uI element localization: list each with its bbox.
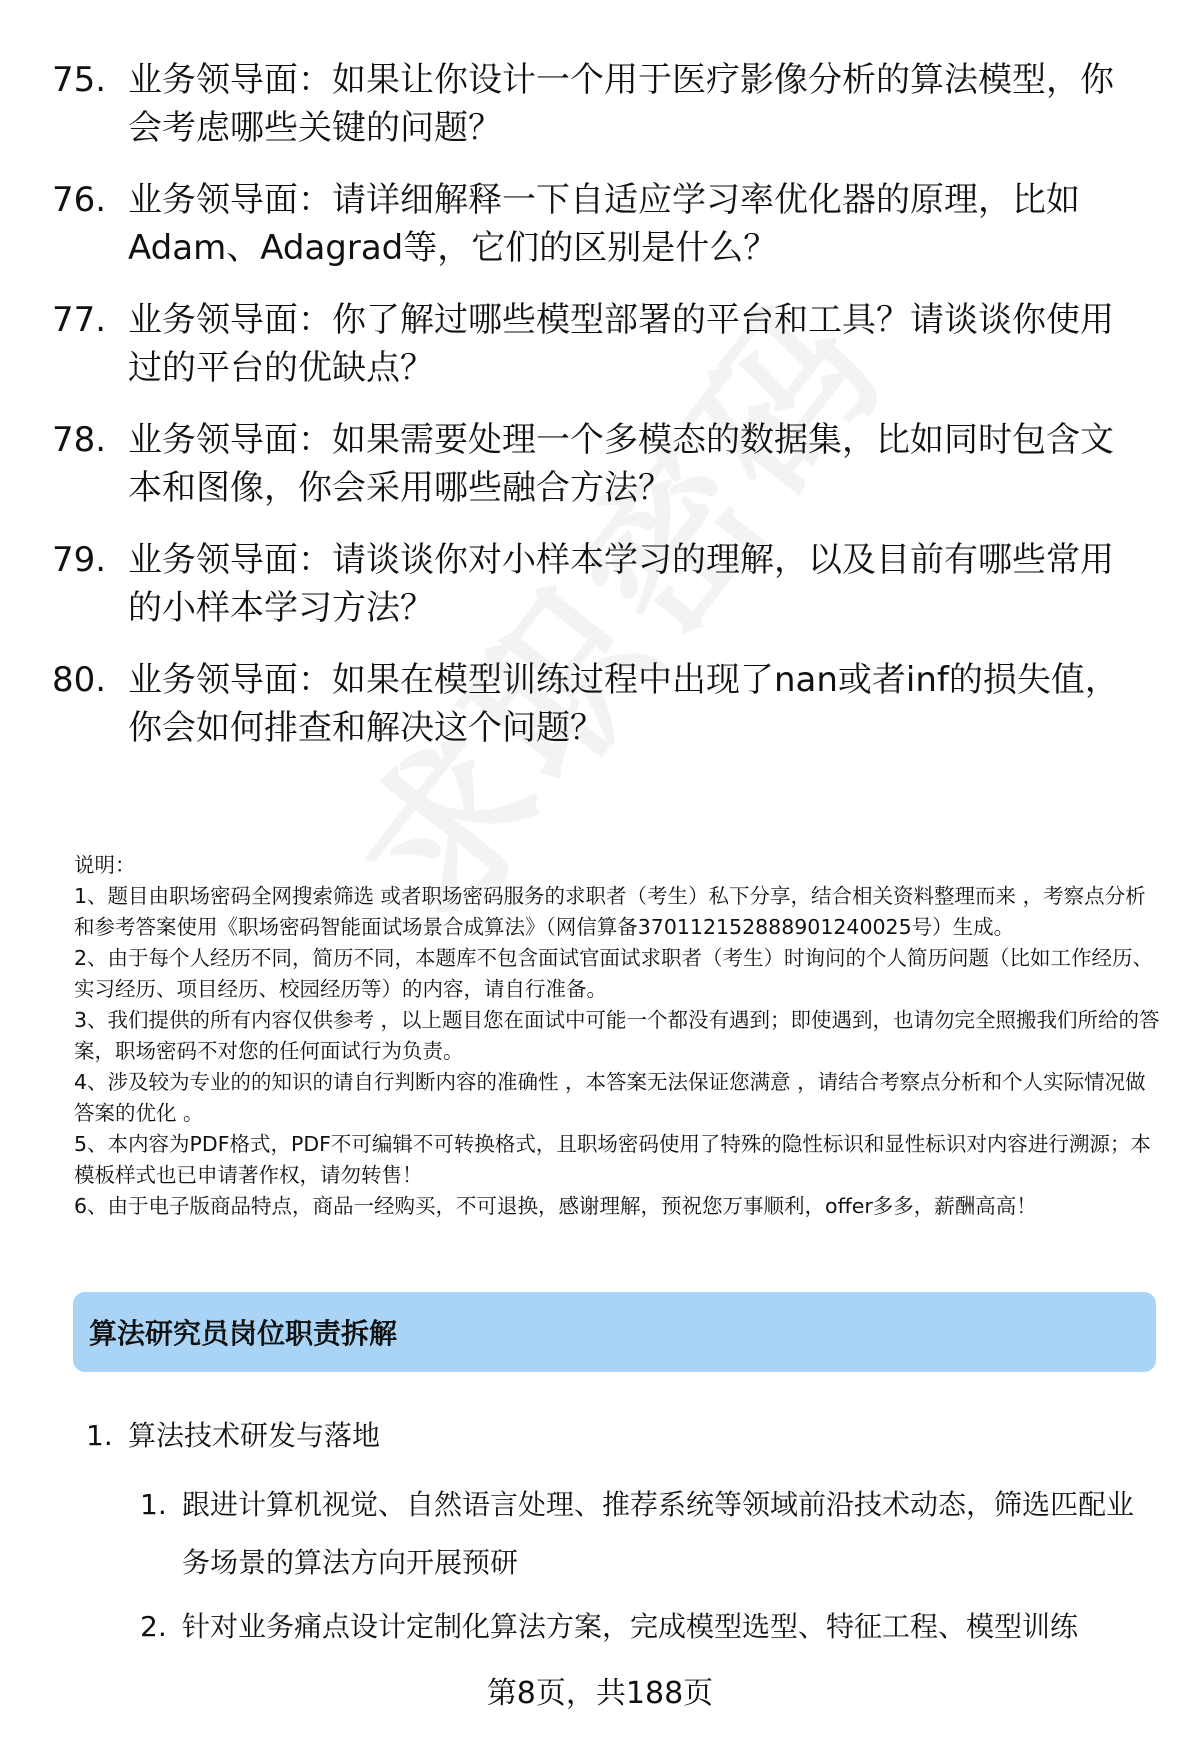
duty-number: 1. (86, 1419, 113, 1452)
duty-item (0, 1412, 1200, 1460)
duty-subitem-text: 针对业务痛点设计定制化算法方案，完成模型选型、特征工程、模型训练 (182, 1610, 1079, 1643)
question-text: 业务领导面：你了解过哪些模型部署的平台和工具？请谈谈你使用过的平台的优缺点？ (128, 300, 1114, 388)
duty-subitem (0, 1476, 1200, 1592)
question-number: 79. (52, 540, 107, 580)
duty-subitem-number: 2. (140, 1610, 167, 1643)
question-item (0, 176, 1200, 272)
section-title: 算法研究员岗位职责拆解 (89, 1317, 398, 1350)
question-text: 业务领导面：如果在模型训练过程中出现了nan或者inf的损失值，你会如何排查和解决这个问题？ (128, 660, 1119, 748)
section-banner (73, 1292, 1156, 1372)
duty-text: 算法技术研发与落地 (128, 1419, 381, 1452)
page-footer: 第8页，共188页 (486, 1676, 714, 1711)
question-number: 78. (52, 420, 107, 460)
question-number: 75. (52, 60, 107, 100)
note-item: 6、由于电子版商品特点，商品一经购买，不可退换，感谢理解，预祝您万事顺利，offer多多，薪酬高高！ (74, 1194, 1037, 1218)
note-item: 1、题目由职场密码全网搜索筛选 或者职场密码服务的求职者（考生）私下分享，结合相关资料整理而来 ，考察点分析和参考答案使用《职场密码智能面试场景合成算法》（网信算备370112152888901240025号）生成。 (74, 884, 1146, 939)
duties-list (0, 1412, 1200, 1656)
duty-subitem-text: 跟进计算机视觉、自然语言处理、推荐系统等领域前沿技术动态，筛选匹配业务场景的算法方向开展预研 (182, 1488, 1135, 1579)
notes-section (74, 850, 1160, 1222)
question-item (0, 416, 1200, 512)
note-item: 3、我们提供的所有内容仅供参考 ，以上题目您在面试中可能一个都没有遇到；即使遇到，也请勿完全照搬我们所给的答案，职场密码不对您的任何面试行为负责。 (74, 1008, 1160, 1063)
duty-subitem (0, 1598, 1200, 1656)
question-number: 80. (52, 660, 107, 700)
notes-title: 说明： (74, 853, 136, 877)
question-text: 业务领导面：如果让你设计一个用于医疗影像分析的算法模型，你会考虑哪些关键的问题？ (128, 60, 1114, 148)
question-item (0, 656, 1200, 752)
question-list (0, 56, 1200, 776)
question-text: 业务领导面：如果需要处理一个多模态的数据集，比如同时包含文本和图像，你会采用哪些融合方法？ (128, 420, 1114, 508)
question-text: 业务领导面：请详细解释一下自适应学习率优化器的原理，比如Adam、Adagrad等，它们的区别是什么？ (128, 180, 1080, 268)
duty-subitem-number: 1. (140, 1488, 167, 1521)
question-item (0, 56, 1200, 152)
note-item: 2、由于每个人经历不同，简历不同，本题库不包含面试官面试求职者（考生）时询问的个人简历问题（比如工作经历、实习经历、项目经历、校园经历等）的内容，请自行准备。 (74, 946, 1154, 1001)
question-item (0, 296, 1200, 392)
question-number: 77. (52, 300, 107, 340)
question-item (0, 536, 1200, 632)
note-item: 4、涉及较为专业的的知识的请自行判断内容的准确性 ，本答案无法保证您满意 ，请结合考察点分析和个人实际情况做答案的优化 。 (74, 1070, 1146, 1125)
question-number: 76. (52, 180, 107, 220)
note-item: 5、本内容为PDF格式，PDF不可编辑不可转换格式，且职场密码使用了特殊的隐性标识和显性标识对内容进行溯源；本模板样式也已申请著作权，请勿转售！ (74, 1132, 1151, 1187)
question-text: 业务领导面：请谈谈你对小样本学习的理解，以及目前有哪些常用的小样本学习方法？ (128, 540, 1114, 628)
